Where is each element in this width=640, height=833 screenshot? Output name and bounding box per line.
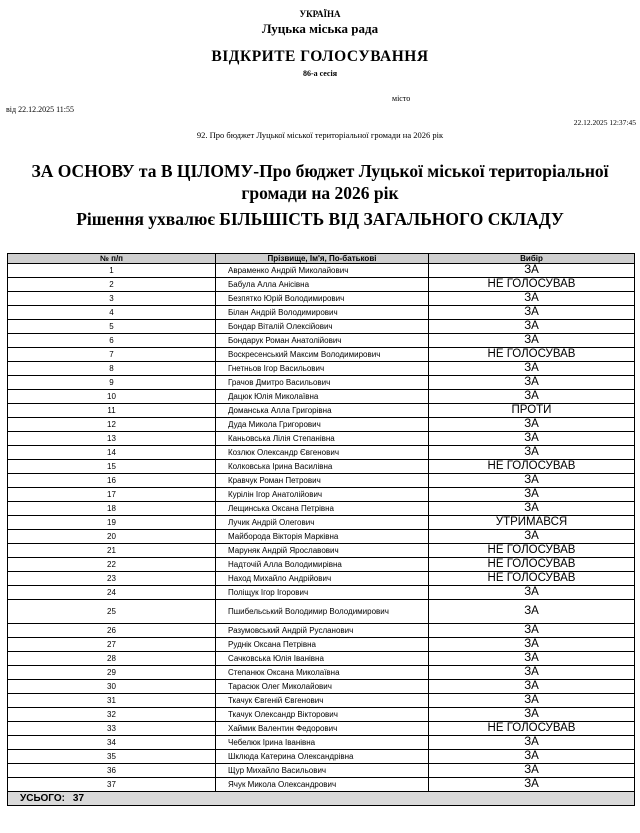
deputy-name-cell: Колковська Ірина Василівна (216, 460, 429, 474)
vote-choice-cell: ЗА (429, 778, 635, 792)
deputy-name-cell: Козлюк Олександр Євгенович (216, 446, 429, 460)
table-row (8, 530, 635, 544)
table-row (8, 600, 635, 624)
table-row (8, 446, 635, 460)
vote-start-date: від 22.12.2025 11:55 (6, 105, 74, 114)
vote-choice-cell: ЗА (429, 376, 635, 390)
table-row (8, 666, 635, 680)
row-number-cell: 11 (8, 404, 216, 418)
vote-choice-cell: ЗА (429, 624, 635, 638)
row-number-cell: 27 (8, 638, 216, 652)
total-cell (8, 792, 635, 806)
vote-choice-cell: ЗА (429, 488, 635, 502)
table-row (8, 474, 635, 488)
total-row (8, 792, 635, 806)
vote-choice-cell: ЗА (429, 334, 635, 348)
table-row (8, 460, 635, 474)
total-value: 37 (72, 793, 85, 804)
session-number: 86-а сесія (302, 69, 338, 78)
table-row (8, 516, 635, 530)
deputy-name-cell: Шклюда Катерина Олександрівна (216, 750, 429, 764)
table-row (8, 418, 635, 432)
vote-choice-cell: НЕ ГОЛОСУВАВ (429, 278, 635, 292)
column-header-choice: Вибір (429, 254, 635, 264)
column-header-number: № п/п (8, 254, 216, 264)
vote-choice-cell: ЗА (429, 502, 635, 516)
deputy-name-cell: Ткачук Олександр Вікторович (216, 708, 429, 722)
vote-choice-cell: ЗА (429, 680, 635, 694)
vote-choice-cell: НЕ ГОЛОСУВАВ (429, 460, 635, 474)
row-number-cell: 30 (8, 680, 216, 694)
deputy-name-cell: Лучик Андрій Олегович (216, 516, 429, 530)
deputy-name-cell: Авраменко Андрій Миколайович (216, 264, 429, 278)
deputy-name-cell: Поліщук Ігор Ігорович (216, 586, 429, 600)
vote-choice-cell: ЗА (429, 292, 635, 306)
deputy-name-cell: Грачов Дмитро Васильович (216, 376, 429, 390)
vote-choice-cell: НЕ ГОЛОСУВАВ (429, 558, 635, 572)
vote-choice-cell: ЗА (429, 586, 635, 600)
vote-choice-cell: ЗА (429, 306, 635, 320)
row-number-cell: 13 (8, 432, 216, 446)
table-row (8, 722, 635, 736)
deputy-name-cell: Надточій Алла Володимирівна (216, 558, 429, 572)
table-row (8, 432, 635, 446)
vote-choice-cell: ЗА (429, 362, 635, 376)
table-row (8, 694, 635, 708)
vote-choice-cell: ЗА (429, 666, 635, 680)
table-row (8, 638, 635, 652)
table-row (8, 404, 635, 418)
deputy-name-cell: Бондарук Роман Анатолійович (216, 334, 429, 348)
council-name: Луцька міська рада (261, 21, 379, 36)
deputy-name-cell: Бабула Алла Анісівна (216, 278, 429, 292)
row-number-cell: 9 (8, 376, 216, 390)
row-number-cell: 14 (8, 446, 216, 460)
deputy-name-cell: Щур Михайло Васильович (216, 764, 429, 778)
vote-choice-cell: НЕ ГОЛОСУВАВ (429, 572, 635, 586)
row-number-cell: 1 (8, 264, 216, 278)
row-number-cell: 3 (8, 292, 216, 306)
country-heading: УКРАЇНА (299, 9, 341, 19)
vote-choice-cell: НЕ ГОЛОСУВАВ (429, 544, 635, 558)
row-number-cell: 21 (8, 544, 216, 558)
row-number-cell: 26 (8, 624, 216, 638)
row-number-cell: 29 (8, 666, 216, 680)
deputy-name-cell: Білан Андрій Володимирович (216, 306, 429, 320)
row-number-cell: 4 (8, 306, 216, 320)
row-number-cell: 7 (8, 348, 216, 362)
total-label: УСЬОГО: (20, 793, 65, 804)
deputy-name-cell: Хаймик Валентин Федорович (216, 722, 429, 736)
deputy-name-cell: Маруняк Андрій Ярославович (216, 544, 429, 558)
deputy-name-cell: Наход Михайло Андрійович (216, 572, 429, 586)
row-number-cell: 17 (8, 488, 216, 502)
deputy-name-cell: Безпятко Юрій Володимирович (216, 292, 429, 306)
table-row (8, 586, 635, 600)
deputy-name-cell: Кравчук Роман Петрович (216, 474, 429, 488)
deputy-name-cell: Степанюк Оксана Миколаївна (216, 666, 429, 680)
row-number-cell: 24 (8, 586, 216, 600)
row-number-cell: 34 (8, 736, 216, 750)
vote-choice-cell: ЗА (429, 750, 635, 764)
vote-type-title: ВІДКРИТЕ ГОЛОСУВАННЯ (211, 48, 429, 65)
vote-choice-cell: ЗА (429, 694, 635, 708)
table-row (8, 558, 635, 572)
deputy-name-cell: Гнетньов Ігор Васильович (216, 362, 429, 376)
deputy-name-cell: Тарасюк Олег Миколайович (216, 680, 429, 694)
table-row (8, 624, 635, 638)
row-number-cell: 10 (8, 390, 216, 404)
row-number-cell: 23 (8, 572, 216, 586)
row-number-cell: 32 (8, 708, 216, 722)
row-number-cell: 16 (8, 474, 216, 488)
table-row (8, 390, 635, 404)
row-number-cell: 12 (8, 418, 216, 432)
deputy-name-cell: Дацюк Юлія Миколаївна (216, 390, 429, 404)
vote-choice-cell: ЗА (429, 418, 635, 432)
row-number-cell: 20 (8, 530, 216, 544)
table-row (8, 278, 635, 292)
vote-end-timestamp: 22.12.2025 12:37:45 (573, 118, 636, 127)
deputy-name-cell: Доманська Алла Григорівна (216, 404, 429, 418)
vote-choice-cell: НЕ ГОЛОСУВАВ (429, 722, 635, 736)
table-row (8, 708, 635, 722)
vote-choice-cell: ЗА (429, 446, 635, 460)
row-number-cell: 36 (8, 764, 216, 778)
vote-choice-cell: ЗА (429, 764, 635, 778)
vote-choice-cell: ЗА (429, 320, 635, 334)
row-number-cell: 25 (8, 600, 216, 624)
decision-rule: Рішення ухвалює БІЛЬШІСТЬ ВІД ЗАГАЛЬНОГО СКЛАДУ (76, 209, 564, 229)
vote-choice-cell: ЗА (429, 474, 635, 488)
deputy-name-cell: Воскресенський Максим Володимирович (216, 348, 429, 362)
deputy-name-cell: Курілін Ігор Анатолійович (216, 488, 429, 502)
row-number-cell: 5 (8, 320, 216, 334)
vote-choice-cell: ЗА (429, 264, 635, 278)
vote-choice-cell: ЗА (429, 638, 635, 652)
decision-title: ЗА ОСНОВУ та В ЦІЛОМУ-Про бюджет Луцької міської територіальної громади на 2026 рік (31, 161, 609, 203)
row-number-cell: 28 (8, 652, 216, 666)
vote-choice-cell: ЗА (429, 432, 635, 446)
deputy-name-cell: Лещинська Оксана Петрівна (216, 502, 429, 516)
table-row (8, 264, 635, 278)
table-row (8, 736, 635, 750)
vote-choice-cell: ЗА (429, 652, 635, 666)
row-number-cell: 8 (8, 362, 216, 376)
table-row (8, 750, 635, 764)
table-row (8, 348, 635, 362)
table-row (8, 652, 635, 666)
vote-choice-cell: ЗА (429, 600, 635, 624)
agenda-item: 92. Про бюджет Луцької міської територіальної громади на 2026 рік (196, 130, 444, 140)
row-number-cell: 33 (8, 722, 216, 736)
table-row (8, 488, 635, 502)
table-row (8, 306, 635, 320)
row-number-cell: 19 (8, 516, 216, 530)
deputy-name-cell: Разумовський Андрій Русланович (216, 624, 429, 638)
deputy-name-cell: Ячук Микола Олександрович (216, 778, 429, 792)
row-number-cell: 22 (8, 558, 216, 572)
column-header-name: Прізвище, Ім'я, По-батькові (216, 254, 429, 264)
table-row (8, 376, 635, 390)
deputy-name-cell: Сачковська Юлія Іванівна (216, 652, 429, 666)
vote-choice-cell: УТРИМАВСЯ (429, 516, 635, 530)
row-number-cell: 6 (8, 334, 216, 348)
table-header-row (8, 254, 635, 264)
table-row (8, 764, 635, 778)
table-row (8, 572, 635, 586)
deputy-name-cell: Пшибельський Володимир Володимирович (216, 600, 429, 624)
table-row (8, 680, 635, 694)
table-row (8, 334, 635, 348)
vote-choice-cell: ЗА (429, 736, 635, 750)
table-row (8, 362, 635, 376)
deputy-name-cell: Руднік Оксана Петрівна (216, 638, 429, 652)
deputy-name-cell: Чебелюк Ірина Іванівна (216, 736, 429, 750)
vote-choice-cell: НЕ ГОЛОСУВАВ (429, 348, 635, 362)
deputy-name-cell: Дуда Микола Григорович (216, 418, 429, 432)
row-number-cell: 18 (8, 502, 216, 516)
vote-choice-cell: ПРОТИ (429, 404, 635, 418)
row-number-cell: 35 (8, 750, 216, 764)
row-number-cell: 2 (8, 278, 216, 292)
deputy-name-cell: Каньовська Лілія Степанівна (216, 432, 429, 446)
vote-results-table (7, 253, 635, 806)
table-row (8, 544, 635, 558)
vote-choice-cell: ЗА (429, 708, 635, 722)
table-row (8, 320, 635, 334)
table-row (8, 502, 635, 516)
row-number-cell: 37 (8, 778, 216, 792)
table-row (8, 778, 635, 792)
vote-choice-cell: ЗА (429, 390, 635, 404)
deputy-name-cell: Ткачук Євгеній Євгенович (216, 694, 429, 708)
row-number-cell: 15 (8, 460, 216, 474)
table-row (8, 292, 635, 306)
vote-choice-cell: ЗА (429, 530, 635, 544)
city-label: місто (392, 94, 411, 103)
deputy-name-cell: Бондар Віталій Олексійович (216, 320, 429, 334)
row-number-cell: 31 (8, 694, 216, 708)
deputy-name-cell: Майборода Вікторія Марківна (216, 530, 429, 544)
